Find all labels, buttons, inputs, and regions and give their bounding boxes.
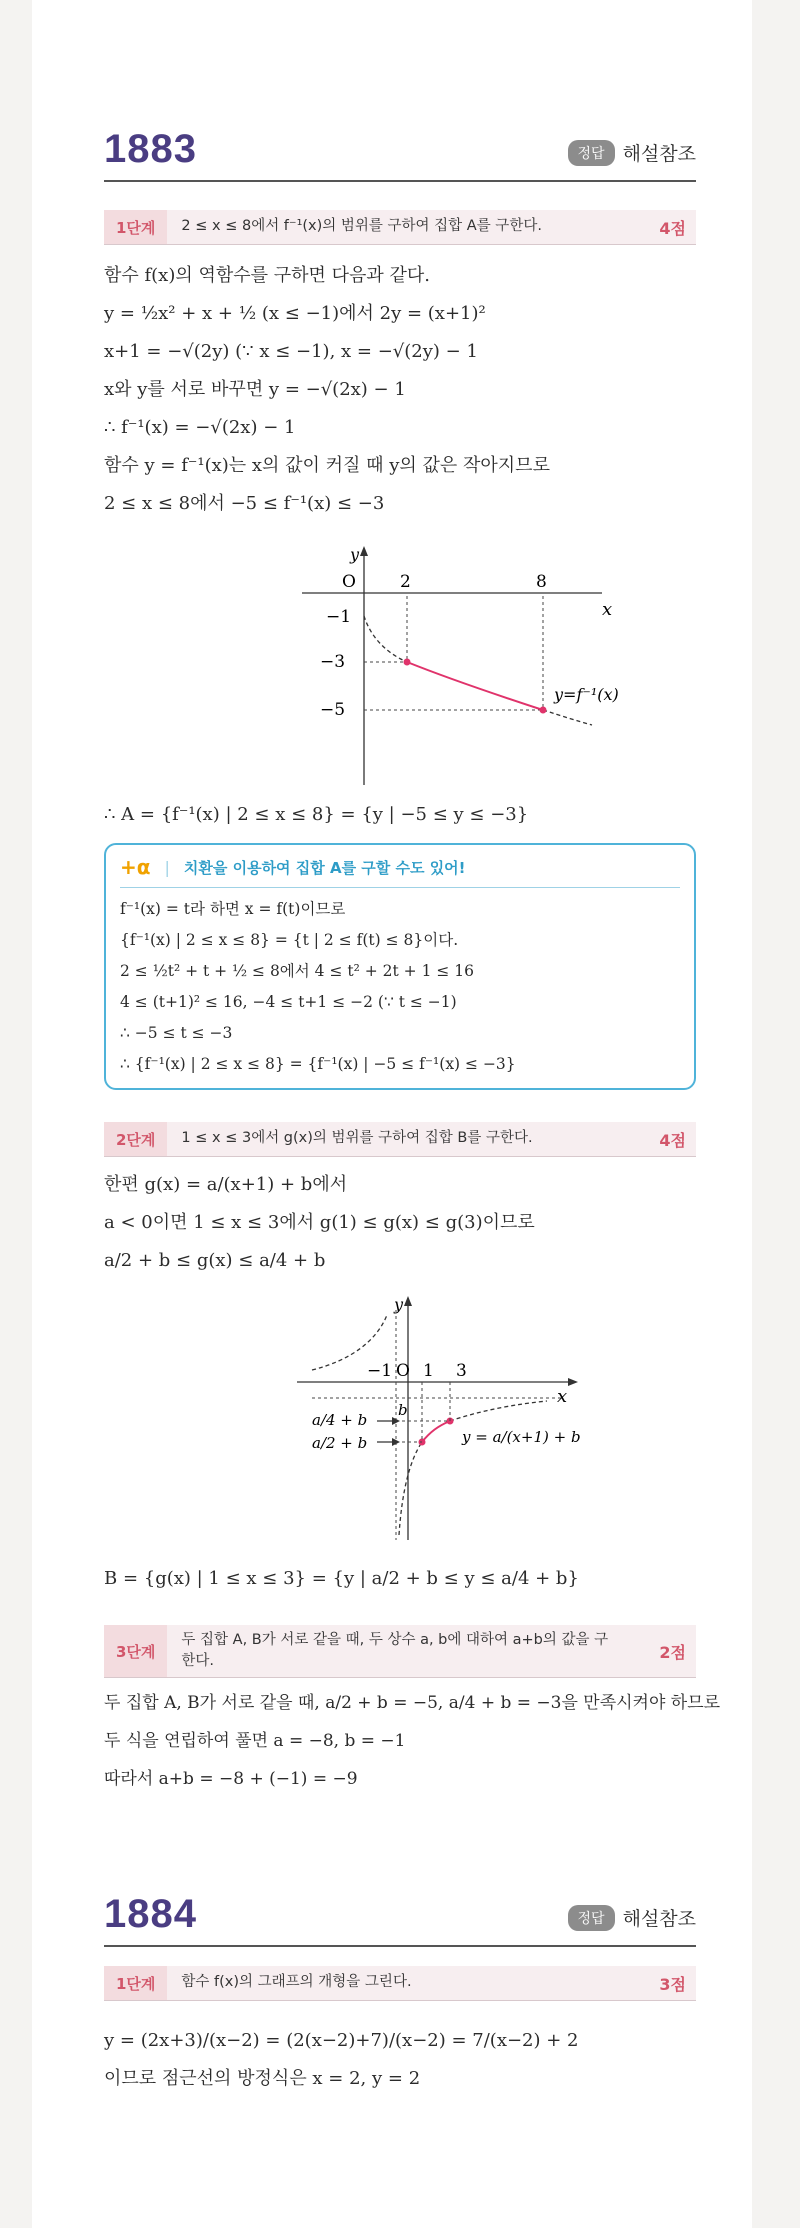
- answer-text: 해설참조: [622, 1908, 696, 1930]
- solution-line: a < 0이면 1 ≤ x ≤ 3에서 g(1) ≤ g(x) ≤ g(3)이므로: [104, 1212, 535, 1233]
- curve-lower-right: [450, 1401, 547, 1421]
- x-tick-label: 2: [400, 572, 411, 592]
- step1-solution: [104, 257, 696, 523]
- solution-line: a/2 + b ≤ g(x) ≤ a/4 + b: [104, 1250, 326, 1271]
- solution-line: y = ½x² + x + ½ (x ≤ −1)에서 2y = (x+1)²: [104, 303, 486, 324]
- solution-line: 두 집합 A, B가 서로 같을 때, a/2 + b = −5, a/4 + b = −3을 만족시켜야 하므로: [104, 1693, 721, 1713]
- step1-bar: [104, 210, 696, 245]
- step-points: 2점: [659, 1642, 686, 1662]
- tip-line: {f⁻¹(x) | 2 ≤ x ≤ 8} = {t | 2 ≤ f(t) ≤ 8}이다.: [120, 931, 459, 949]
- step3-solution: [104, 1684, 721, 1798]
- step-badge: 1단계: [104, 210, 167, 244]
- tip-line: ∴ {f⁻¹(x) | 2 ≤ x ≤ 8} = {f⁻¹(x) | −5 ≤ f⁻¹(x) ≤ −3}: [120, 1055, 516, 1073]
- b-label: b: [398, 1401, 408, 1419]
- solution-line: x+1 = −√(2y) (∵ x ≤ −1), x = −√(2y) − 1: [104, 341, 478, 362]
- solution-line: ∴ f⁻¹(x) = −√(2x) − 1: [104, 417, 296, 438]
- step-text: 1 ≤ x ≤ 3에서 g(x)의 범위를 구하여 집합 B를 구한다.: [181, 1130, 533, 1147]
- curve-right: [543, 710, 592, 725]
- p1884-solution: [104, 2022, 696, 2098]
- curve-lower-left: [399, 1442, 422, 1535]
- tip-line: 4 ≤ (t+1)² ≤ 16, −4 ≤ t+1 ≤ −2 (∵ t ≤ −1): [120, 993, 457, 1011]
- solution-line: x와 y를 서로 바꾸면 y = −√(2x) − 1: [104, 379, 406, 400]
- p1884-step1-bar: [104, 1966, 696, 2001]
- curve-left: [364, 616, 407, 662]
- rational-function-graph: [282, 1290, 592, 1550]
- x-tick-label: 8: [536, 572, 547, 592]
- solution-line: 함수 f(x)의 역함수를 구하면 다음과 같다.: [104, 265, 431, 286]
- solution-line: 이므로 점근선의 방정식은 x = 2, y = 2: [104, 2068, 421, 2089]
- step-badge: 1단계: [104, 1966, 167, 2000]
- curve-highlight: [407, 662, 543, 710]
- origin-label: O: [342, 572, 356, 592]
- result-line: ∴ A = {f⁻¹(x) | 2 ≤ x ≤ 8} = {y | −5 ≤ y ≤ −3}: [104, 804, 529, 825]
- step2-bar: [104, 1122, 696, 1157]
- tip-title: 치환을 이용하여 집합 A를 구할 수도 있어!: [183, 858, 466, 877]
- problem-number: 1884: [104, 1892, 197, 1936]
- answer-tag: [568, 1904, 696, 1931]
- step-text: 함수 f(x)의 그래프의 개형을 그린다.: [181, 1974, 412, 1991]
- x-tick-label: 1: [423, 1361, 434, 1381]
- y-tick-label: −5: [320, 700, 346, 720]
- y-axis-arrow: [360, 546, 368, 556]
- problem-number: 1883: [104, 127, 197, 171]
- step-points: 4점: [659, 218, 686, 238]
- result-b: [104, 1560, 696, 1598]
- x-axis-label: x: [602, 599, 613, 620]
- solution-line: 두 식을 연립하여 풀면 a = −8, b = −1: [104, 1731, 406, 1751]
- step-points: 3점: [659, 1974, 686, 1994]
- curve-label: y = a/(x+1) + b: [462, 1428, 581, 1446]
- problem-1883-header: [104, 110, 696, 182]
- result-line: B = {g(x) | 1 ≤ x ≤ 3} = {y | a/2 + b ≤ y ≤ a/4 + b}: [104, 1568, 579, 1589]
- x-axis-arrow: [568, 1378, 578, 1386]
- answer-tag: [568, 139, 696, 166]
- step2-solution: [104, 1166, 696, 1280]
- x-tick-label: 3: [456, 1361, 467, 1381]
- y-axis-arrow: [404, 1296, 412, 1306]
- tip-line: 2 ≤ ½t² + t + ½ ≤ 8에서 4 ≤ t² + 2t + 1 ≤ 16: [120, 962, 475, 980]
- curve-label: y=f⁻¹(x): [554, 685, 619, 704]
- answer-text: 해설참조: [622, 143, 696, 165]
- point: [540, 707, 547, 714]
- tip-header: +α | 치환을 이용하여 집합 A를 구할 수도 있어!: [120, 855, 680, 888]
- tip-line: f⁻¹(x) = t라 하면 x = f(t)이므로: [120, 900, 346, 918]
- y-tick-label: −1: [326, 607, 352, 627]
- solution-line: 한편 g(x) = a/(x+1) + b에서: [104, 1174, 348, 1195]
- step-text: 2 ≤ x ≤ 8에서 f⁻¹(x)의 범위를 구하여 집합 A를 구한다.: [181, 218, 542, 235]
- answer-badge: 정답: [568, 1905, 615, 1931]
- step-points: 4점: [659, 1130, 686, 1150]
- x-tick-label: −1: [367, 1361, 393, 1381]
- level-label: a/4 + b: [312, 1411, 368, 1429]
- origin-label: O: [396, 1361, 410, 1381]
- step-badge: 3단계: [104, 1625, 167, 1677]
- y-axis-label: y: [394, 1295, 404, 1314]
- solution-line: y = (2x+3)/(x−2) = (2(x−2)+7)/(x−2) = 7/(x−2) + 2: [104, 2030, 579, 2051]
- x-axis-label: x: [557, 1386, 568, 1407]
- problem-1884-header: [104, 1875, 696, 1947]
- tip-box: [104, 843, 696, 1090]
- tip-line: ∴ −5 ≤ t ≤ −3: [120, 1024, 233, 1042]
- y-tick-label: −3: [320, 652, 346, 672]
- page: [32, 0, 752, 2228]
- step-badge: 2단계: [104, 1122, 167, 1156]
- answer-badge: 정답: [568, 140, 615, 166]
- solution-line: 함수 y = f⁻¹(x)는 x의 값이 커질 때 y의 값은 작아지므로: [104, 455, 550, 476]
- result-a: [104, 796, 696, 834]
- plus-alpha-icon: +α: [120, 855, 151, 879]
- inverse-function-graph: [292, 540, 632, 790]
- y-axis-label: y: [350, 545, 360, 564]
- point: [404, 659, 411, 666]
- step3-bar: [104, 1625, 696, 1678]
- level-label: a/2 + b: [312, 1434, 368, 1452]
- solution-line: 따라서 a+b = −8 + (−1) = −9: [104, 1769, 358, 1789]
- step-text: 두 집합 A, B가 서로 같을 때, 두 상수 a, b에 대하여 a+b의 값을 구한다.: [181, 1631, 609, 1669]
- curve-highlight: [422, 1421, 450, 1442]
- solution-line: 2 ≤ x ≤ 8에서 −5 ≤ f⁻¹(x) ≤ −3: [104, 493, 385, 514]
